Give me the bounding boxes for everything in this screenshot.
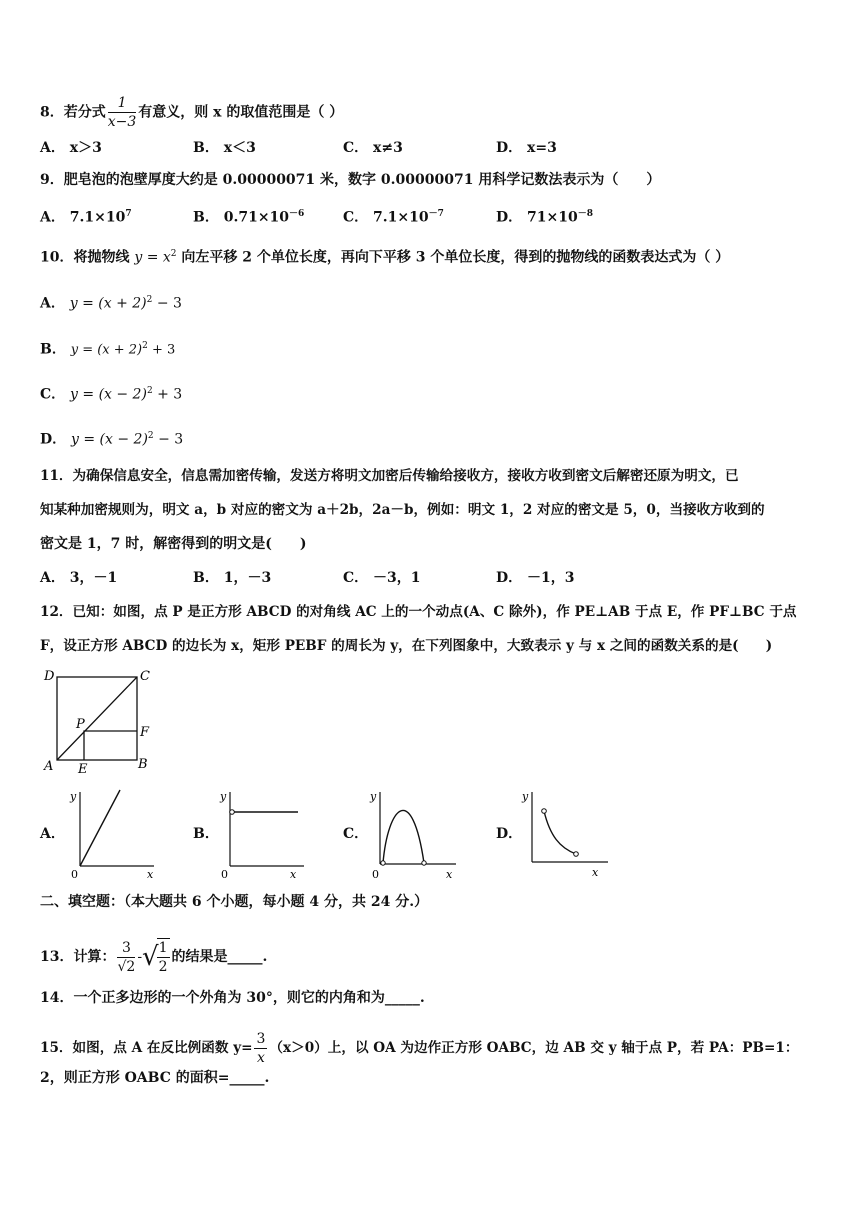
- q9-option-a[interactable]: A． $7.1\times 10^7$: [40, 209, 132, 226]
- q12-option-c-label[interactable]: C．: [343, 826, 369, 842]
- svg-text:y: y: [522, 790, 529, 803]
- question-12-line-1: 12．已知：如图，点 P 是正方形 ABCD 的对角线 AC 上的一个动点(A、C 除外)，作 PE⊥AB 于点 E，作 PF⊥BC 于点: [40, 604, 797, 620]
- question-12-line-2: F，设正方形 ABCD 的边长为 x，矩形 PEBF 的周长为 y，在下列图象中，大致表示 y 与 x 之间的函数关系的是( ): [40, 638, 773, 654]
- label-c: C: [140, 669, 150, 684]
- q11-option-d[interactable]: D． －1，3: [496, 570, 575, 586]
- question-11-line-3: 密文是 1，7 时，解密得到的明文是( ): [40, 536, 307, 552]
- q8-option-d[interactable]: D． x=3: [496, 140, 557, 156]
- question-9: 9．肥皂泡的泡壁厚度大约是 0.00000071 米，数字 0.00000071 用科学记数法表示为（ ）: [40, 172, 661, 188]
- svg-text:x: x: [147, 868, 154, 881]
- q12-option-a-label[interactable]: A．: [40, 826, 65, 842]
- label-a: A: [44, 759, 54, 774]
- math-expression: y = x: [134, 249, 171, 266]
- fraction: $\frac{3}{√2}$: [117, 939, 136, 975]
- q10-option-b[interactable]: B． $y = (x + 2)^2 + 3$: [40, 341, 176, 358]
- question-14: 14．一个正多边形的一个外角为 30°，则它的内角和为_____.: [40, 990, 425, 1006]
- q12-graph-c[interactable]: [364, 786, 464, 882]
- svg-text:0: 0: [372, 868, 379, 881]
- q11-option-a[interactable]: A． 3，－1: [40, 570, 118, 586]
- q11-option-c[interactable]: C． －3，1: [343, 570, 421, 586]
- question-11-line-1: 11．为确保信息安全，信息需加密传输，发送方将明文加密后传输给接收方，接收方收到密文后解密还原为明文，已: [40, 468, 739, 484]
- label-d: D: [44, 669, 55, 684]
- q8-option-b[interactable]: B． x＜3: [193, 140, 256, 156]
- question-number: 8．: [40, 104, 64, 121]
- svg-text:0: 0: [71, 868, 78, 881]
- section-heading: 二、填空题：（本大题共 6 个小题，每小题 4 分，共 24 分.）: [40, 894, 429, 910]
- svg-text:y: y: [370, 790, 377, 803]
- square-figure: [38, 664, 158, 776]
- q9-option-b[interactable]: B． $0.71\times 10^{-6}$: [193, 209, 305, 226]
- svg-text:y: y: [220, 790, 227, 803]
- q10-option-c[interactable]: C． $y = (x - 2)^2 + 3$: [40, 386, 183, 403]
- question-11-line-2: 知某种加密规则为，明文 a，b 对应的密文为 a＋2b，2a－b，例如：明文 1，2 对应的密文是 5，0，当接收方收到的: [40, 502, 765, 518]
- fraction: $\frac{3}{x}$: [256, 1031, 266, 1066]
- q10-option-a[interactable]: A． $y = (x + 2)^2 - 3$: [40, 295, 182, 312]
- svg-text:x: x: [592, 866, 599, 879]
- svg-text:y: y: [70, 790, 77, 803]
- svg-text:x: x: [290, 868, 297, 881]
- sqrt-fraction: $\frac{1}{2}$: [158, 940, 168, 975]
- q12-graph-a[interactable]: [62, 786, 162, 882]
- q12-graph-d[interactable]: [514, 786, 614, 882]
- q11-option-b[interactable]: B． 1，－3: [193, 570, 272, 586]
- q8-option-c[interactable]: C． x≠3: [343, 140, 403, 156]
- q12-option-b-label[interactable]: B．: [193, 826, 219, 842]
- question-10: 10．将抛物线 $y = x^2$ 向左平移 2 个单位长度，再向下平移 3 个单位长度，得到的抛物线的函数表达式为（ ）: [40, 249, 730, 266]
- q12-option-d-label[interactable]: D．: [496, 826, 523, 842]
- q9-option-c[interactable]: C． $7.1\times 10^{-7}$: [343, 209, 444, 226]
- question-13: 13．计算： $\frac{3}{√2}$ -√ $\frac{1}{2}$ 的结果是_____.: [40, 939, 268, 975]
- question-15-line-2: 2，则正方形 OABC 的面积=_____.: [40, 1070, 270, 1086]
- label-f: F: [140, 725, 150, 740]
- q8-option-a[interactable]: A． x＞3: [40, 140, 102, 156]
- label-e: E: [78, 762, 88, 776]
- label-b: B: [138, 757, 148, 772]
- question-15-line-1: 15．如图，点 A 在反比例函数 y= $\frac{3}{x}$ （x＞0）上，以 OA 为边作正方形 OABC，边 AB 交 y 轴于点 P，若 PA：PB=1：: [40, 1031, 799, 1066]
- question-8: 8．若分式 $\frac{1}{x-3}$ 有意义，则 x 的取值范围是（ ）: [40, 95, 344, 130]
- svg-text:0: 0: [221, 868, 228, 881]
- fraction: $\frac{1}{x-3}$: [107, 95, 137, 130]
- label-p: P: [76, 717, 85, 732]
- q9-option-d[interactable]: D． $71\times 10^{-8}$: [496, 209, 593, 226]
- q10-option-d[interactable]: D． $y = (x - 2)^2 - 3$: [40, 431, 184, 448]
- q12-graph-b[interactable]: [212, 786, 312, 882]
- svg-text:x: x: [446, 868, 453, 881]
